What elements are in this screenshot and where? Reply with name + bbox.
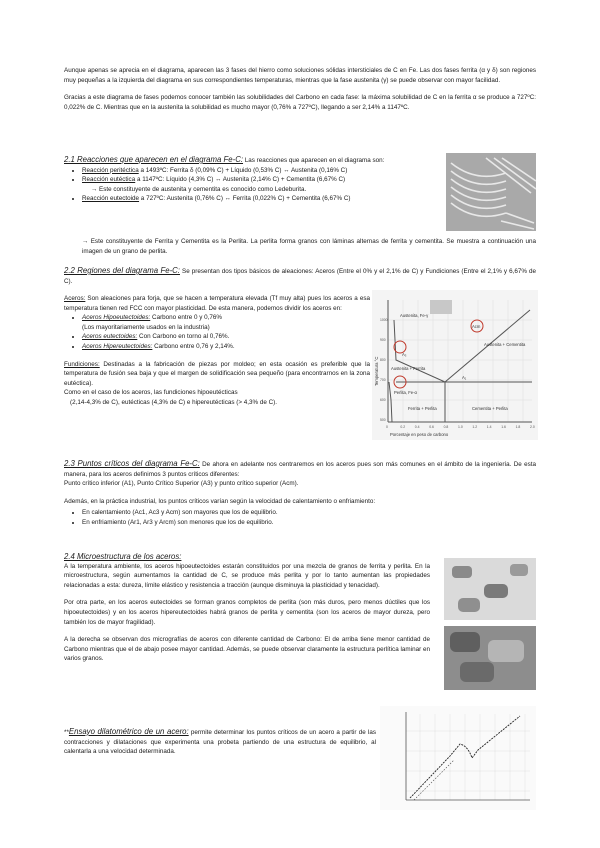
ensayo-text: permite determinar los puntos críticos de un acero a partir de las contracciones y dilataciones que experimenta una probeta partiendo de una estructura de equilibrio, al calentarla a una velocidad determinada. [64, 729, 376, 756]
aceros-text: Son aleaciones para forja, que se hacen a temperatura elevada (Tf muy alta) pues los aceros a esa temperatura tienen red FCC con mayor plasticidad. De esta manera, podemos dividir los aceros en: [64, 295, 370, 312]
x-tick-label: 1.4 [486, 425, 492, 429]
perlita-lamellae [446, 153, 536, 231]
section-puntos-criticos [64, 459, 536, 528]
micro-paragraph-1: A la temperatura ambiente, los aceros hipoeutectoides estarán constituidos por una mezcla de granos de ferrita y perlita. En la microestructura, según aumentamos la cantidad de C, se produce más perlita y por lo tanto aumentan las propiedades relacionadas a esta: dureza, límite elástico y resistencia a tracción (aunque disminuya la plasticidad y tenacidad). [64, 562, 430, 589]
region-label: Ferrita + Perlita [408, 406, 437, 411]
paragraph-intro [64, 66, 536, 112]
list-item [82, 194, 444, 204]
section-reacciones [64, 155, 444, 204]
steel-range: Carbono entre 0,76 y 2,14%. [152, 342, 235, 350]
perlita-micrograph [446, 153, 536, 231]
section-ensayo [64, 727, 376, 757]
x-tick-label: 1.0 [458, 425, 463, 429]
steel-range: Carbono entre 0 y 0,76% [150, 314, 223, 322]
reaction-note: → Este constituyente de austenita y cementita es conocido como Ledeburita. [91, 185, 307, 193]
dilatometry-plot [380, 706, 536, 810]
x-tick-label: 0.4 [414, 425, 420, 429]
fundiciones-label: Fundiciones: [64, 360, 100, 368]
puntos-list: Punto crítico inferior (A1), Punto Crítico Superior (A3) y punto crítico superior (Acm). [64, 480, 299, 488]
puntos-practica: Además, en la práctica industrial, los puntos críticos varían según la velocidad de calentamiento o enfriamiento: [64, 497, 376, 505]
x-tick-label: 0 [386, 425, 388, 429]
x-tick-label: 1.6 [501, 425, 506, 429]
y-tick-label: 1000 [380, 318, 388, 322]
perlita-note: → Este constituyente de Ferrita y Cementita es la Perlita. La perlita forma granos con láminas alternas de ferrita y cementita. Se muestra a continuación una imagen de un grano de perlita. [82, 238, 536, 255]
y-tick-label: 800 [380, 358, 386, 362]
x-tick-label: 0.6 [429, 425, 434, 429]
x-tick-label: 1.8 [515, 425, 521, 429]
reaction-name: Reacción eutéctica [82, 176, 136, 184]
ensayo-title: Ensayo dilatométrico de un acero: [68, 727, 189, 736]
section-regiones [64, 266, 536, 286]
fundiciones-text: Destinadas a la fabricación de piezas por moldeo; en esta ocasión es preferible que la temperatura de fusión sea baja y que el margen de solidificación sea pequeño (para encontrarnos en la zona eutéctica). [64, 360, 370, 387]
y-tick-label: 700 [380, 378, 386, 382]
micrograph-low-carbon [444, 558, 536, 620]
pearlite-grain [452, 566, 472, 578]
y-ticks [380, 318, 388, 422]
y-axis-label: Temperatura °C [374, 356, 379, 386]
pearlite-grain [450, 632, 480, 652]
reaction-text: a 1493ºC: Ferrita δ (0,09% C) + Líquido (0,53% C) ↔ Austenita (0,16% C) [138, 166, 348, 174]
list-item [82, 313, 370, 332]
pearlite-grain [458, 598, 480, 612]
a1-label: A₁ [462, 375, 467, 380]
micrograph-high-carbon [444, 626, 536, 690]
steel-note: (Los mayoritariamente usados en la industria) [82, 323, 210, 331]
aceros-list [64, 313, 370, 351]
reaction-name: Reacción eutectoide [82, 195, 140, 203]
regiones-intro: Se presentan dos tipos básicos de aleaciones: Aceros (Entre el 0% y el 2,1% de C) y Fundiciones (Entre el 2,1% y 6,67% de C). [64, 268, 536, 285]
list-item: • En enfriamiento (Ar1, Ar3 y Arcm) son menores que los de equilibrio. [82, 518, 536, 528]
puntos-intro: De ahora en adelante nos centraremos en los aceros pues son más comunes en el ámbito de la ingeniería. De esta manera, para los aceros definimos 3 puntos críticos diferentes: [64, 461, 536, 478]
list-item [82, 332, 370, 342]
section-title-microestructura: 2.4 Microestructura de los aceros: [64, 552, 182, 561]
diagram-shaded-area [430, 300, 452, 314]
x-tick-label: 0.2 [400, 425, 406, 429]
reacciones-intro: Las reacciones que aparecen en el diagrama son: [244, 157, 385, 164]
pearlite-grain [510, 564, 528, 576]
x-tick-label: 2.0 [530, 425, 535, 429]
reaction-name: Reacción peritéctica [82, 166, 139, 174]
region-label: Austenita + Cementita [484, 342, 526, 347]
aceros-label: Aceros: [64, 295, 86, 302]
list-item: • En calentamiento (Ac1, Ac3 y Acm) son mayores que los de equilibrio. [82, 508, 536, 518]
phase-diagram-svg [372, 290, 538, 440]
regiones-body [64, 294, 370, 408]
micro-paragraph-3: A la derecha se observan dos micrografías de aceros con diferente cantidad de Carbono: El de arriba tiene menor cantidad de Carbono mientras que el de abajo posee mayor cantidad. Además, se puede observar claramente la estructura perlítica laminar en varios granos. [64, 636, 430, 663]
section-microestructura [64, 552, 430, 664]
puntos-bullets [64, 508, 536, 527]
x-ticks [386, 425, 535, 429]
list-item [82, 342, 370, 352]
fundiciones-text-3: (2,14-4,3% de C), eutécticas (4,3% de C) e hipereutécticas (> 4,3% de C). [70, 398, 278, 406]
steel-range: Con Carbono en torno al 0,76%. [137, 333, 230, 341]
ferrite-grain [488, 640, 524, 662]
list-item [82, 166, 444, 176]
a3-label: A₃ [402, 352, 407, 357]
fundiciones-text-2: Como en el caso de los aceros, las fundiciones hipoeutécticas [64, 389, 238, 397]
pearlite-grain [484, 584, 508, 598]
list-item [82, 175, 444, 194]
x-tick-label: 1.2 [472, 425, 478, 429]
region-label: Austenita + Ferrita [391, 366, 426, 371]
steel-type: Aceros Hipereutectoides: [82, 342, 153, 350]
micro-paragraph-2: Por otra parte, en los aceros eutectoides se forman granos completos de perlita (son más duros, pero menos dúctiles que los hipoeutectoides) y en los aceros hipereutectoides habrá granos de perlita y cementita (son los aceros de mayor dureza, pero también los de mayor fragilidad). [64, 599, 430, 626]
acm-label: Acm [472, 324, 481, 329]
section-title-regiones: 2.2 Regiones del diagrama Fe-C: [64, 266, 180, 275]
dilatometry-svg [380, 706, 536, 810]
section-title-reacciones: 2.1 Reacciones que aparecen en el diagrama Fe-C: [64, 155, 244, 164]
steel-type: Aceros eutectoides: [82, 333, 138, 341]
y-tick-label: 500 [380, 418, 386, 422]
reaction-text: a 1147ºC: Líquido (4,3% C) ↔ Austenita (2,14% C) + Cementita (6,67% C) [135, 176, 346, 184]
y-tick-label: 600 [380, 398, 386, 402]
steel-type: Aceros Hipoeutectoides: [82, 314, 151, 322]
pearlite-grain [460, 662, 494, 682]
region-label: Cementita + Perlita [472, 406, 508, 411]
y-tick-label: 900 [380, 338, 386, 342]
x-axis-label: Porcentaje en peso de carbono [390, 432, 449, 437]
reaction-text: a 727ºC: Austenita (0,76% C) ↔ Ferrita (0,022% C) + Cementita (6,67% C) [139, 195, 351, 203]
reacciones-list [64, 166, 444, 204]
paragraph-solubilidad: Gracias a este diagrama de fases podemos conocer también las solubilidades del Carbono en cada fase: la máxima solubilidad de C en la ferrita α se produce a 727ºC: 0,022% de C. Mientras que en la austenita la solubilidad es mucho mayor (0,76% a 727ºC), llegando a ser 2,14% a 1147ºC. [64, 94, 536, 111]
section-title-puntos: 2.3 Puntos críticos del diagrama Fe-C: [64, 459, 200, 468]
region-label: Austenita, Fe-γ [400, 313, 429, 318]
fe-c-phase-diagram [372, 290, 538, 440]
ensayo-prefix: ** [64, 729, 69, 736]
region-label: Perlita, Fe-α [394, 390, 417, 395]
paragraph-fases: Aunque apenas se aprecia en el diagrama, aparecen las 3 fases del hierro como soluciones sólidas intersticiales de C en Fe. Las dos fases ferrita (α y δ) son regiones muy pequeñas a la izquierda del diagrama en sus correspondientes temperaturas, mientras que la fase austenita (γ) se puede observar con mayor facilidad. [64, 67, 536, 84]
x-tick-label: 0.8 [443, 425, 449, 429]
